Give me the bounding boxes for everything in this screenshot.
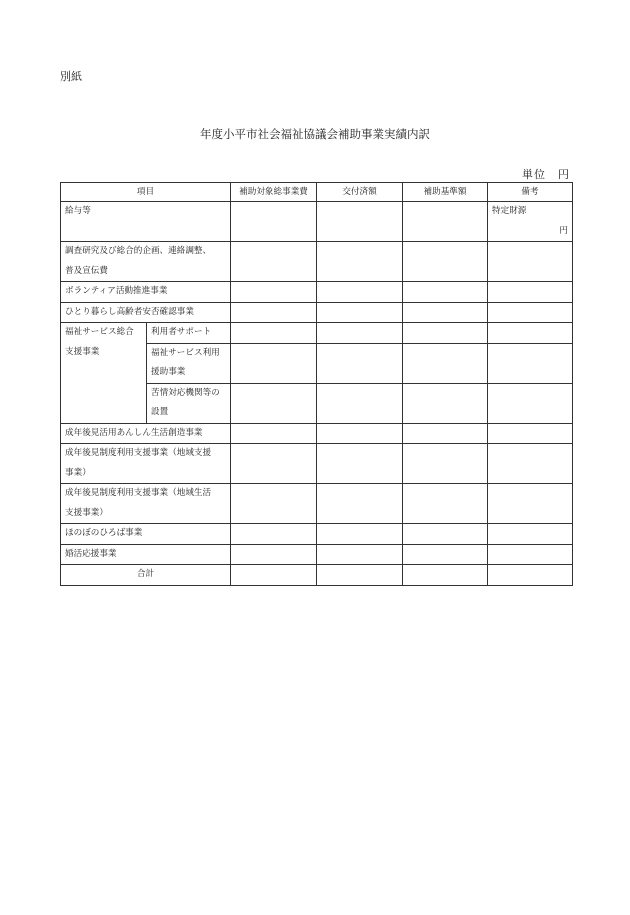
cell-empty xyxy=(231,565,317,586)
report-table xyxy=(60,182,573,586)
table-row xyxy=(61,524,573,545)
row-label-line: 成年後見制度利用支援事業（地域生活 xyxy=(65,488,212,498)
unit-label: 単位 円 xyxy=(522,168,570,181)
table-row xyxy=(61,202,573,242)
cell-empty xyxy=(488,423,573,444)
cell-empty xyxy=(317,444,403,484)
cell-empty xyxy=(231,444,317,484)
cell-empty xyxy=(403,444,488,484)
row-group-fukushi-service xyxy=(61,323,147,424)
row-label-line: 成年後見制度利用支援事業（地域支援 xyxy=(65,448,212,458)
cell-empty xyxy=(488,565,573,586)
cell-empty xyxy=(488,524,573,545)
cell-empty xyxy=(488,323,573,344)
cell-empty xyxy=(488,484,573,524)
cell-empty xyxy=(231,423,317,444)
table-row xyxy=(61,302,573,323)
cell-empty xyxy=(403,282,488,303)
cell-empty xyxy=(231,282,317,303)
cell-empty xyxy=(317,565,403,586)
cell-empty xyxy=(403,323,488,344)
row-label-seinen-chiiki-shien xyxy=(61,444,231,484)
document-title: 年度小平市社会福祉協議会補助事業実績内訳 xyxy=(200,127,430,141)
table-row xyxy=(61,323,573,344)
remarks-kyuyo xyxy=(488,202,573,242)
row-label-line: 設置 xyxy=(151,407,169,417)
cell-empty xyxy=(317,302,403,323)
cell-empty xyxy=(317,383,403,423)
total-row xyxy=(61,565,573,586)
row-label-line: 調査研究及び総合的企画、連絡調整、 xyxy=(65,246,212,256)
row-label-fukushi-riyo-enjo xyxy=(147,343,231,383)
cell-empty xyxy=(231,323,317,344)
col-header-standard-amount: 補助基準額 xyxy=(403,183,488,202)
row-label-line: 苦情対応機関等の xyxy=(151,387,220,398)
cell-empty xyxy=(403,242,488,282)
cell-empty xyxy=(231,202,317,242)
col-header-paid-amount: 交付済額 xyxy=(317,183,403,202)
cell-empty xyxy=(403,383,488,423)
cell-empty xyxy=(403,202,488,242)
row-label-anshin: 成年後見活用あんしん生活創造事業 xyxy=(61,423,231,444)
table-row xyxy=(61,423,573,444)
cell-empty xyxy=(403,565,488,586)
cell-empty xyxy=(403,524,488,545)
cell-empty xyxy=(488,242,573,282)
cell-empty xyxy=(403,343,488,383)
cell-empty xyxy=(403,484,488,524)
cell-empty xyxy=(231,302,317,323)
row-label-riyosha-support: 利用者サポート xyxy=(147,323,231,344)
row-label-line: 支援事業） xyxy=(65,507,108,518)
row-label-konkatsu: 婚活応援事業 xyxy=(61,544,231,565)
cell-empty xyxy=(317,323,403,344)
row-label-line: 事業） xyxy=(65,467,91,478)
cell-empty xyxy=(317,202,403,242)
cell-empty xyxy=(231,242,317,282)
cell-empty xyxy=(403,544,488,565)
table-row xyxy=(61,484,573,524)
document-label: 別紙 xyxy=(60,70,82,83)
table-row xyxy=(61,444,573,484)
cell-empty xyxy=(231,524,317,545)
row-label-hitorigurashi: ひとり暮らし高齢者安否確認事業 xyxy=(61,302,231,323)
header-row xyxy=(61,183,573,202)
cell-empty xyxy=(231,484,317,524)
table-row xyxy=(61,282,573,303)
cell-empty xyxy=(488,343,573,383)
row-label-total: 合計 xyxy=(61,565,231,586)
cell-empty xyxy=(403,423,488,444)
cell-empty xyxy=(231,343,317,383)
cell-empty xyxy=(317,242,403,282)
remarks-special-funds: 特定財源 xyxy=(492,206,527,216)
cell-empty xyxy=(231,544,317,565)
col-header-item: 項目 xyxy=(61,183,231,202)
cell-empty xyxy=(317,544,403,565)
row-label-kyuyo: 給与等 xyxy=(61,202,231,242)
row-label-line: 援助事業 xyxy=(151,367,186,377)
col-header-remarks: 備考 xyxy=(488,183,573,202)
row-label-line: 普及宣伝費 xyxy=(65,265,108,276)
row-label-line: 福祉サービス利用 xyxy=(151,347,220,358)
row-label-kujo-taio xyxy=(147,383,231,423)
table-row xyxy=(61,242,573,282)
cell-empty xyxy=(317,484,403,524)
cell-empty xyxy=(317,343,403,383)
cell-empty xyxy=(488,544,573,565)
cell-empty xyxy=(317,423,403,444)
row-label-line: 支援事業 xyxy=(65,346,100,357)
cell-empty xyxy=(317,524,403,545)
col-header-total-cost: 補助対象総事業費 xyxy=(231,183,317,202)
table-row xyxy=(61,544,573,565)
row-label-chosa xyxy=(61,242,231,282)
cell-empty xyxy=(488,383,573,423)
cell-empty xyxy=(488,282,573,303)
remarks-yen: 円 xyxy=(559,225,569,236)
row-label-line: 福祉サービス総合 xyxy=(65,327,134,337)
cell-empty xyxy=(231,383,317,423)
cell-empty xyxy=(488,444,573,484)
row-label-seinen-chiiki-seikatsu xyxy=(61,484,231,524)
cell-empty xyxy=(403,302,488,323)
cell-empty xyxy=(317,282,403,303)
cell-empty xyxy=(488,302,573,323)
row-label-volunteer: ボランティア活動推進事業 xyxy=(61,282,231,303)
row-label-honobono: ほのぼのひろば事業 xyxy=(61,524,231,545)
